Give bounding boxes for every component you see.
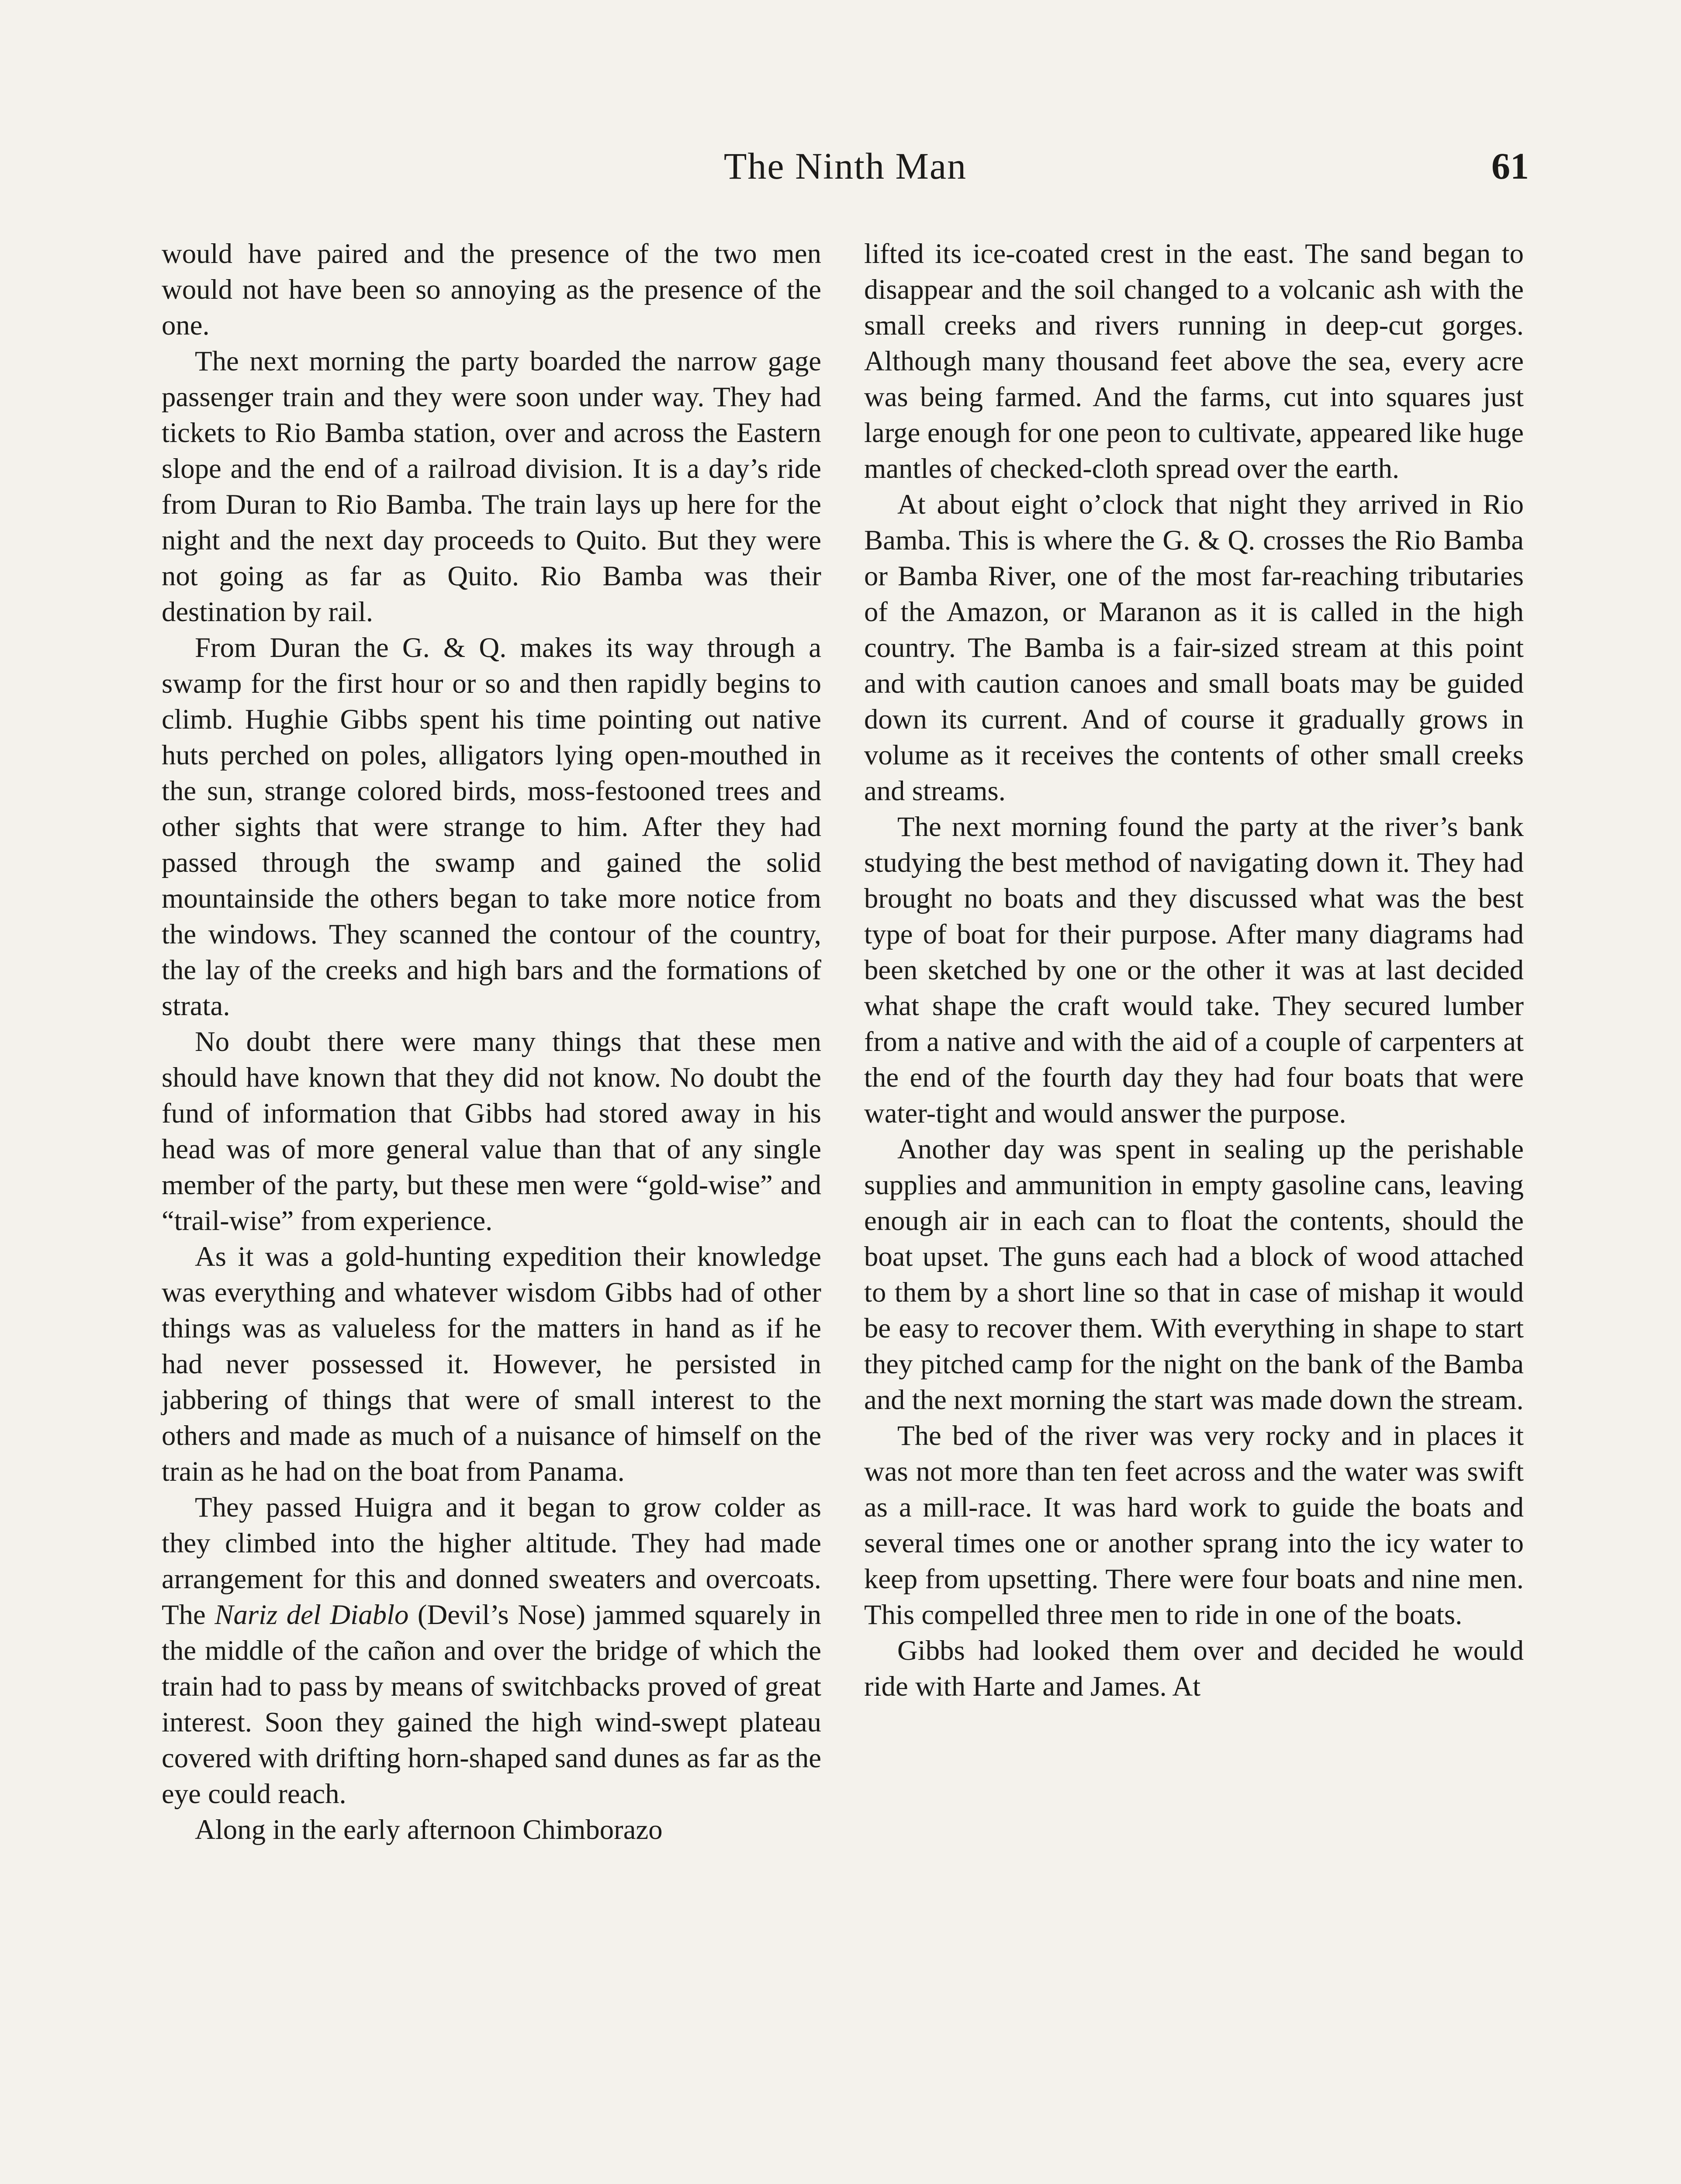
paragraph: Another day was spent in sealing up the perishable supplies and ammunition in empty gasoline cans, leaving enough air in each can to float the contents, should the boat upset. The guns each had a block of wood attached to them by a short line so that in case of mishap it would be easy to recover them. With everything in shape to start they pitched camp for the night on the bank of the Bamba and the next morning the start was made down the stream. [864,1133,1524,1416]
page-number: 61 [1491,145,1529,187]
left-column [162,236,821,1848]
paragraph-huigra [162,1489,821,1812]
paragraph: lifted its ice-coated crest in the east. The sand began to disappear and the soil changed to a volcanic ash with the small creeks and rivers running in deep-cut gorges. Although many thousand feet above the sea, every acre was being farmed. And the farms, cut into squares just large enough for one peon to cultivate, appeared like huge mantles of checked-cloth spread over the earth. [864,238,1524,484]
paragraph-text: They passed Huigra and it began to grow colder as they climbed into the higher altitude. They had made arrangement for this and donned sweaters and overcoats. The [162,1492,821,1631]
paragraph: As it was a gold-hunting expedition their knowledge was everything and whatever wisdom Gibbs had of other things was as valueless for the matters in hand as if he had never possessed it. However, he persisted in jabbering of things that were of small interest to the others and made as much of a nuisance of himself on the train as he had on the boat from Panama. [162,1241,821,1487]
paragraph: The next morning found the party at the river’s bank studying the best method of navigating down it. They had brought no boats and they discussed what was the best type of boat for their purpose. After many diagrams had been sketched by one or the other it was at last decided what shape the craft would take. They secured lumber from a native and with the aid of a couple of carpenters at the end of the fourth day they had four boats that were water-tight and would answer the purpose. [864,811,1524,1129]
running-title: The Ninth Man [723,145,967,187]
page-header [162,144,1529,205]
paragraph: The next morning the party boarded the narrow gage passenger train and they were soon under way. They had tickets to Rio Bamba station, over and across the Eastern slope and the end of a railroad division. It is a day’s ride from Duran to Rio Bamba. The train lays up here for the night and the next day proceeds to Quito. But they were not going as far as Quito. Rio Bamba was their destination by rail. [162,346,821,628]
paragraph: From Duran the G. & Q. makes its way through a swamp for the first hour or so and then rapidly begins to climb. Hughie Gibbs spent his time pointing out native huts perched on poles, alligators lying open-mouthed in the sun, strange colored birds, moss-festooned trees and other sights that were strange to him. After they had passed through the swamp and gained the solid mountainside the others began to take more notice from the windows. They scanned the contour of the country, the lay of the creeks and high bars and the formations of strata. [162,632,821,1022]
paragraph: Along in the early afternoon Chimborazo [195,1814,663,1845]
paragraph: No doubt there were many things that these men should have known that they did not know. No doubt the fund of information that Gibbs had stored away in his head was of more general value than that of any single member of the party, but these men were “gold-wise” and “trail-wise” from experience. [162,1026,821,1237]
paragraph: The bed of the river was very rocky and in places it was not more than ten feet across and the water was swift as a mill-race. It was hard work to guide the boats and several times one or another sprang into the icy water to keep from upsetting. There were four boats and nine men. This compelled three men to ride in one of the boats. [864,1420,1524,1631]
paragraph: Gibbs had looked them over and decided he would ride with Harte and James. At [864,1635,1524,1702]
paragraph: would have paired and the presence of the two men would not have been so annoying as the presence of the one. [162,238,821,341]
paragraph-text: (Devil’s Nose) jammed squarely in the middle of the cañon and over the bridge of which the train had to pass by means of switchbacks proved of great interest. Soon they gained the high wind-swept plateau covered with drifting horn-shaped sand dunes as far as the eye could reach. [162,1599,821,1810]
italic-place-name: Nariz del Diablo [214,1599,409,1631]
paragraph: At about eight o’clock that night they arrived in Rio Bamba. This is where the G. & Q. crosses the Rio Bamba or Bamba River, one of the most far-reaching tributaries of the Amazon, or Maranon as it is called in the high country. The Bamba is a fair-sized stream at this point and with caution canoes and small boats may be guided down its current. And of course it gradually grows in volume as it receives the contents of other small creeks and streams. [864,489,1524,807]
right-column [864,236,1524,1704]
